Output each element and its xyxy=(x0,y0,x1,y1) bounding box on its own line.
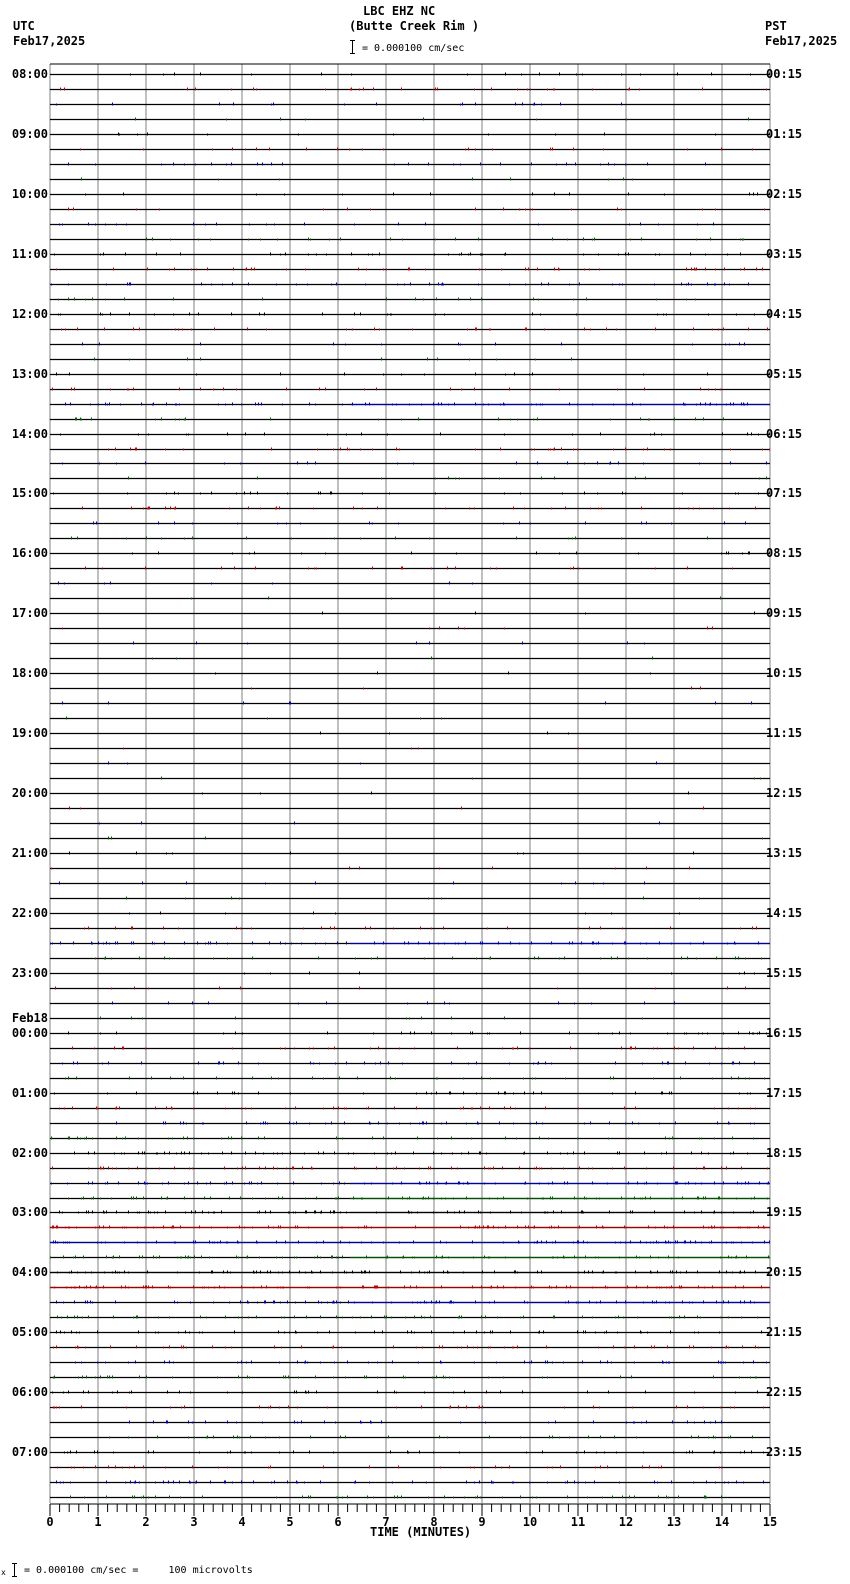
left-date: Feb17,2025 xyxy=(13,34,86,48)
site-name: (Butte Creek Rim ) xyxy=(349,19,480,33)
x-tick-label: 12 xyxy=(618,1515,634,1529)
x-tick-label: 1 xyxy=(94,1515,102,1529)
utc-hour-label: 18:00 xyxy=(11,666,48,681)
utc-hour-label: 16:00 xyxy=(11,546,48,561)
footer-scale-note: = 0.000100 cm/sec = 100 microvolts xyxy=(24,1565,253,1576)
pst-hour-label: 15:15 xyxy=(766,965,803,980)
pst-hour-label: 10:15 xyxy=(766,666,803,681)
pst-hour-label: 16:15 xyxy=(766,1025,803,1040)
utc-hour-label: 14:00 xyxy=(11,426,48,441)
left-timezone: UTC xyxy=(13,19,35,33)
utc-hour-label: 21:00 xyxy=(11,845,48,860)
utc-hour-label: 19:00 xyxy=(11,726,48,741)
pst-hour-label: 05:15 xyxy=(766,366,803,381)
x-tick-label: 7 xyxy=(382,1515,390,1529)
x-tick-label: 14 xyxy=(714,1515,730,1529)
utc-hour-label: 01:00 xyxy=(11,1085,48,1100)
utc-hour-label: 04:00 xyxy=(11,1265,48,1280)
station-title: LBC EHZ NC xyxy=(363,4,436,18)
utc-hour-label: 03:00 xyxy=(11,1205,48,1220)
pst-hour-label: 04:15 xyxy=(766,306,803,321)
right-date: Feb17,2025 xyxy=(765,34,838,48)
date-change-label: Feb18 xyxy=(11,1010,48,1025)
pst-hour-label: 00:15 xyxy=(766,67,803,81)
pst-hour-label: 23:15 xyxy=(766,1445,803,1460)
pst-hour-label: 12:15 xyxy=(766,786,803,801)
pst-hour-label: 01:15 xyxy=(766,126,803,141)
x-tick-label: 4 xyxy=(238,1515,246,1529)
utc-hour-label: 23:00 xyxy=(11,965,48,980)
x-tick-label: 6 xyxy=(334,1515,342,1529)
x-tick-label: 0 xyxy=(46,1515,54,1529)
utc-hour-label: 06:00 xyxy=(11,1385,48,1400)
x-tick-label: 2 xyxy=(142,1515,150,1529)
pst-hour-label: 14:15 xyxy=(766,905,803,920)
pst-hour-label: 03:15 xyxy=(766,246,803,261)
x-tick-label: 11 xyxy=(570,1515,586,1529)
utc-hour-label: 10:00 xyxy=(11,186,48,201)
pst-hour-label: 09:15 xyxy=(766,606,803,621)
pst-hour-label: 11:15 xyxy=(766,726,803,741)
pst-hour-label: 20:15 xyxy=(766,1265,803,1280)
pst-hour-label: 02:15 xyxy=(766,186,803,201)
utc-hour-label: 12:00 xyxy=(11,306,48,321)
utc-hour-label: 00:00 xyxy=(11,1025,48,1040)
x-tick-label: 3 xyxy=(190,1515,198,1529)
footer-scale-bar-icon xyxy=(12,1563,17,1577)
pst-hour-label: 21:15 xyxy=(766,1325,803,1340)
pst-hour-label: 18:15 xyxy=(766,1145,803,1160)
x-tick-label: 10 xyxy=(522,1515,538,1529)
scale-label: = 0.000100 cm/sec xyxy=(362,43,465,54)
utc-hour-label: 17:00 xyxy=(11,606,48,621)
utc-hour-label: 11:00 xyxy=(11,246,48,261)
right-timezone: PST xyxy=(765,19,787,33)
x-tick-label: 13 xyxy=(666,1515,682,1529)
pst-hour-label: 19:15 xyxy=(766,1205,803,1220)
pst-hour-label: 07:15 xyxy=(766,486,803,501)
utc-hour-label: 13:00 xyxy=(11,366,48,381)
utc-hour-label: 05:00 xyxy=(11,1325,48,1340)
x-tick-label: 9 xyxy=(478,1515,486,1529)
utc-hour-label: 02:00 xyxy=(11,1145,48,1160)
x-tick-label: 5 xyxy=(286,1515,294,1529)
utc-hour-label: 20:00 xyxy=(11,786,48,801)
utc-hour-label: 08:00 xyxy=(11,67,48,81)
utc-hour-label: 15:00 xyxy=(11,486,48,501)
pst-hour-label: 22:15 xyxy=(766,1385,803,1400)
footer-prefix: x xyxy=(1,1568,6,1577)
x-tick-label: 8 xyxy=(430,1515,438,1529)
utc-hour-label: 22:00 xyxy=(11,905,48,920)
pst-hour-label: 06:15 xyxy=(766,426,803,441)
x-tick-label: 15 xyxy=(762,1515,778,1529)
utc-hour-label: 09:00 xyxy=(11,126,48,141)
pst-hour-label: 08:15 xyxy=(766,546,803,561)
x-axis-title: TIME (MINUTES) xyxy=(370,1525,472,1539)
utc-hour-label: 07:00 xyxy=(11,1445,48,1460)
pst-hour-label: 17:15 xyxy=(766,1085,803,1100)
pst-hour-label: 13:15 xyxy=(766,845,803,860)
